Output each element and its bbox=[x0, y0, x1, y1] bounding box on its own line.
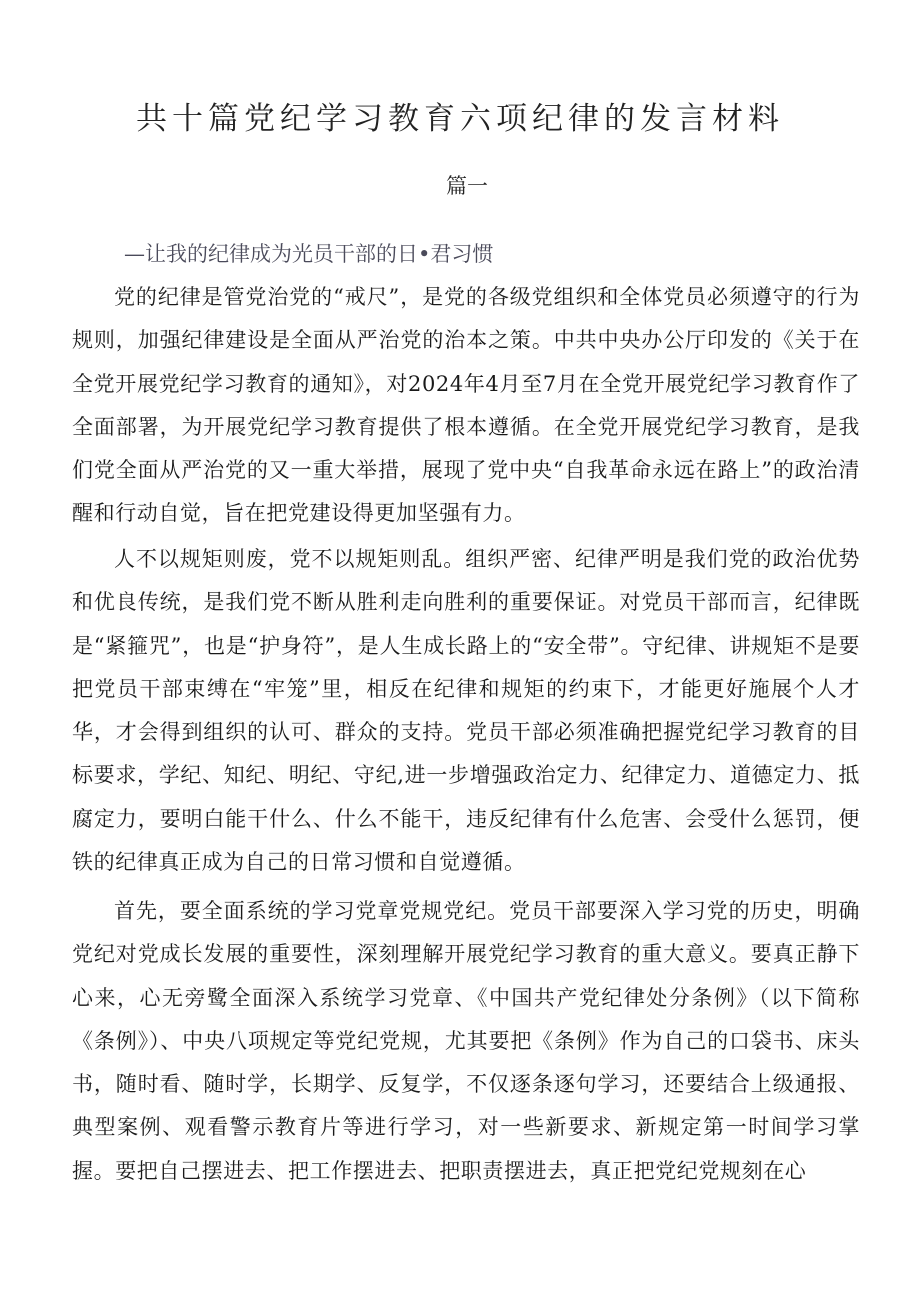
section-subtitle: —让我的纪律成为光员干部的日•君习惯 bbox=[124, 242, 494, 266]
document-title: 共十篇党纪学习教育六项纪律的发言材料 bbox=[136, 101, 784, 137]
paragraph: 首先，要全面系统的学习党章党规党纪。党员干部要深入学习党的历史，明确党纪对党成长发展的重要性，深刻理解开展党纪学习教育的重大意义。要真正静下心来，心无旁鹭全面深入系统学习党章、《中国共产党纪律处分条例》（以下简称《条例》）、中央八项规定等党纪党规，尤其要把《条例》作为自己的口袋书、床头书，随时看、随时学，长期学、反复学，不仅逐条逐句学习，还要结合上级通报、典型案例、观看警示教育片等进行学习，对一些新要求、新规定第一时间学习掌握。要把自己摆进去、把工作摆进去、把职责摆进去，真正把党纪党规刻在心 bbox=[72, 899, 860, 1183]
paragraph: 党的纪律是管党治党的“戒尺”，是党的各级党组织和全体党员必须遵守的行为规则，加强纪律建设是全面从严治党的治本之策。中共中央办公厅印发的《关于在全党开展党纪学习教育的通知》，对2024年4月至7月在全党开展党纪学习教育作了全面部署，为开展党纪学习教育提供了根本遵循。在全党开展党纪学习教育，是我们党全面从严治党的又一重大举措，展现了党中央“自我革命永远在路上”的政治清醒和行动自觉，旨在把党建设得更加坚强有力。 bbox=[72, 285, 860, 526]
paragraph: 人不以规矩则废，党不以规矩则乱。组织严密、纪律严明是我们党的政治优势和优良传统，是我们党不断从胜利走向胜利的重要保证。对党员干部而言，纪律既是“紧箍咒”，也是“护身符”，是人生成长路上的“安全带”。守纪律、讲规矩不是要把党员干部束缚在“牢笼”里，相反在纪律和规矩的约束下，才能更好施展个人才华，才会得到组织的认可、群众的支持。党员干部必须准确把握党纪学习教育的目标要求，学纪、知纪、明纪、守纪,进一步增强政治定力、纪律定力、道德定力、抵腐定力，要明白能干什么、什么不能干，违反纪律有什么危害、会受什么惩罚，便铁的纪律真正成为自己的日常习惯和自觉遵循。 bbox=[72, 547, 860, 875]
section-label: 篇一 bbox=[446, 174, 488, 198]
